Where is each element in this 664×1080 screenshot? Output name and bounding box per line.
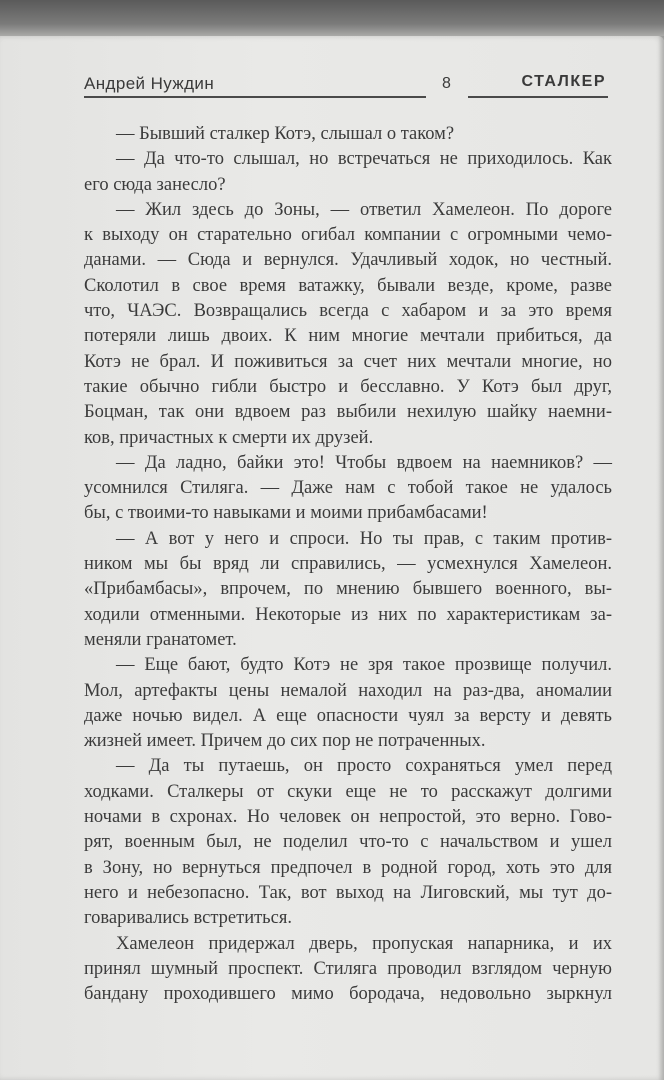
running-header xyxy=(84,72,608,100)
text-line: усомнился Стиляга. — Даже нам с тобой такое не удалось xyxy=(84,478,612,499)
text-line: данами. — Сюда и вернулся. Удачливый ходок, но честный. xyxy=(84,250,612,271)
book-cover-edge xyxy=(0,0,664,40)
text-line: в Зону, но вернуться предпочел в родной город, хоть это для xyxy=(84,857,612,878)
text-line: бандану проходившего мимо бородача, недовольно зыркнул xyxy=(84,984,612,1005)
text-line: — Жил здесь до Зоны, — ответил Хамелеон. По дороге xyxy=(116,199,612,220)
text-line: Сколотил в свое время ватажку, бывали везде, кроме, разве xyxy=(84,275,612,296)
text-line: — А вот у него и спроси. Но ты прав, с таким против- xyxy=(116,528,612,549)
text-line: Мол, артефакты цены немалой находил на раз-два, аномалии xyxy=(84,680,612,701)
header-book-title: СТАЛКЕР xyxy=(521,73,606,90)
text-line: ходили отменными. Некоторые из них по характеристикам за- xyxy=(84,604,612,625)
text-line: ходками. Сталкеры от скуки еще не то расскажут долгими xyxy=(84,781,612,802)
text-line: жизней имеет. Причем до сих пор не потраченных. xyxy=(84,731,486,752)
text-line: даже ночью видел. А еще опасности чуял за версту и девять xyxy=(84,705,612,726)
text-line: — Да что-то слышал, но встречаться не приходилось. Как xyxy=(116,149,612,170)
body-text xyxy=(84,122,612,1007)
text-line: него и небезопасно. Так, вот выход на Лиговский, мы тут до- xyxy=(84,882,612,903)
text-line: его сюда занесло? xyxy=(84,174,226,195)
header-author: Андрей Нуждин xyxy=(84,74,215,93)
text-line: к выходу он старательно огибал компании с огромными чемо- xyxy=(84,225,612,246)
text-line: бы, с твоими-то навыками и моими прибамбасами! xyxy=(84,503,488,524)
text-line: — Да ты путаешь, он просто сохраняться умел перед xyxy=(116,756,612,777)
text-line: рят, военным был, не поделил что-то с начальством и ушел xyxy=(84,832,612,853)
text-line: «Прибамбасы», впрочем, по мнению бывшего военного, вы- xyxy=(84,579,612,600)
text-line: — Бывший сталкер Котэ, слышал о таком? xyxy=(116,124,455,144)
text-line: такие обычно гибли быстро и бесславно. У Котэ был друг, xyxy=(84,376,612,397)
text-line: Боцман, так они вдвоем раз выбили нехилую шайку наемни- xyxy=(84,402,612,423)
text-line: ков, причастных к смерти их друзей. xyxy=(84,427,374,448)
page-number: 8 xyxy=(442,75,451,92)
text-line: — Еще бают, будто Котэ не зря такое прозвище получил. xyxy=(116,655,612,676)
header-rule-left xyxy=(84,96,426,98)
text-line: Котэ не брал. И поживиться за счет них мечтали многие, но xyxy=(84,351,612,372)
text-line: говаривались встретиться. xyxy=(84,908,292,929)
header-rule-right xyxy=(468,96,608,98)
text-line: ником мы бы вряд ли справились, — усмехнулся Хамелеон. xyxy=(84,554,612,575)
text-line: — Да ладно, байки это! Чтобы вдвоем на наемников? — xyxy=(116,452,612,473)
text-line: принял шумный проспект. Стиляга проводил взглядом черную xyxy=(84,958,612,979)
text-line: ночами в схронах. Но человек он непростой, это верно. Гово- xyxy=(84,807,612,828)
text-line: потеряли лишь двоих. К ним многие мечтали прибиться, да xyxy=(84,326,612,347)
page-edge-shadow xyxy=(658,36,664,1080)
text-line: что, ЧАЭС. Возвращались всегда с хабаром и за это время xyxy=(84,301,612,322)
text-line: Хамелеон придержал дверь, пропуская напарника, и их xyxy=(116,933,612,954)
text-line: меняли гранатомет. xyxy=(84,629,237,650)
